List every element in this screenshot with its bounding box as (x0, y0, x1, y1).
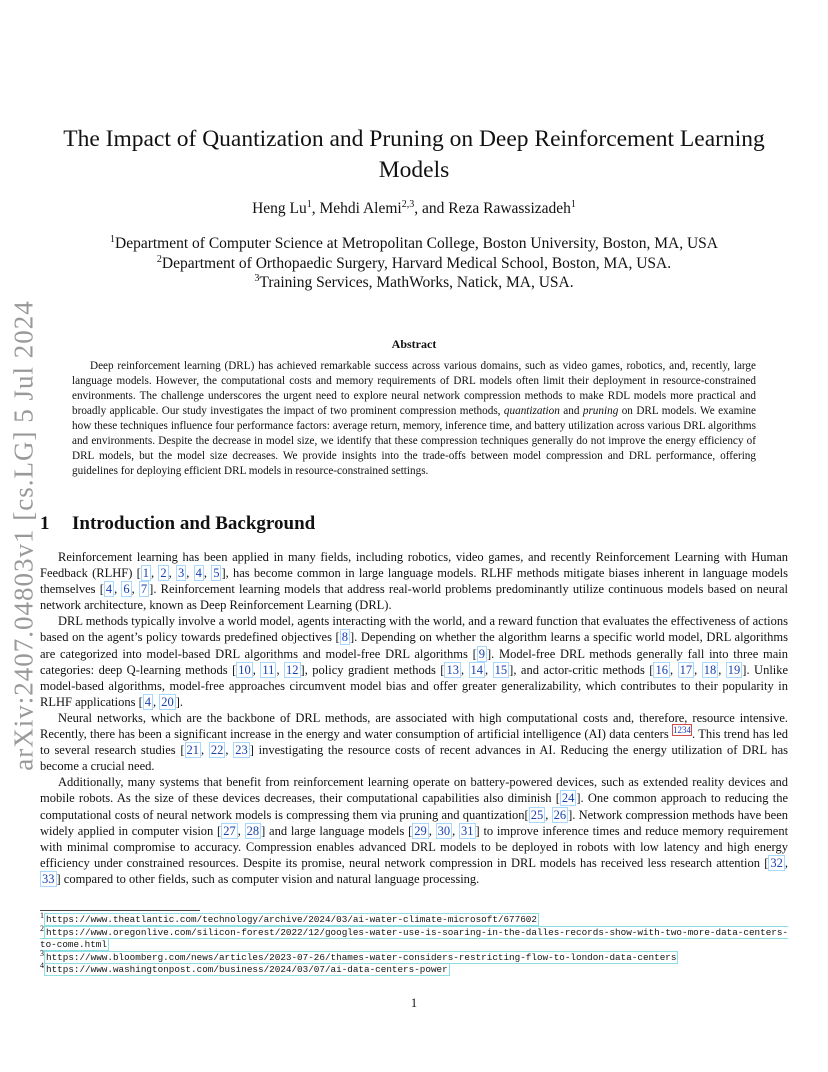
footnote-url-link[interactable]: https://www.washingtonpost.com/business/2024/03/07/ai-data-centers-power (46, 964, 448, 975)
body-paragraph (40, 710, 788, 774)
citation-link[interactable]: 18 (703, 662, 717, 677)
text-run: , (225, 743, 234, 758)
text-run: ]. Network compression methods have been widely applied in computer vision [ (40, 807, 788, 838)
text-run: ] and large language models [ (261, 823, 413, 838)
citation-link[interactable]: 17 (679, 662, 693, 677)
author: Mehdi Alemi$^{2,3}$, and (319, 198, 449, 217)
text-run: ]. Depending on whether the algorithm learns a specific world model, DRL algorithms are categorized into model-based DRL algorithms and model-free DRL algorithms [ (40, 630, 788, 661)
footnote (40, 910, 792, 927)
text-run: , (485, 662, 493, 677)
citation-link[interactable]: 30 (437, 823, 451, 838)
body-text (40, 549, 788, 887)
footnote-ref-link[interactable]: 1234 (673, 724, 692, 735)
footnote-url-link[interactable]: https://www.oregonlive.com/silicon-forest/2022/12/googles-water-use-is-soaring-in-the-dalles-records-show-with-two-more-data-centers-to-come.html (40, 926, 789, 950)
text-run: ]. (175, 694, 184, 709)
text-run: ], and actor-critic methods [ (509, 662, 654, 677)
body-paragraph (40, 613, 788, 710)
citation-link[interactable]: 28 (246, 823, 260, 838)
text-run: , (203, 566, 212, 581)
text-run: ] to improve inference times and reduce memory requirement with minimal compromise to accuracy. Compression enables advanced DRL models to be deployed in robots with low latency and high energy efficiency under constrained resources. Despite its promise, neural network compression in DRL models has received less research attention [ (40, 823, 789, 870)
citation-link[interactable]: 20 (161, 694, 174, 709)
text-run: ] compared to other fields, such as computer vision and natural language processing. (56, 871, 480, 886)
citation-link[interactable]: 9 (478, 646, 485, 661)
text-run: ], policy gradient methods [ (300, 662, 445, 677)
text-run: ] investigating the resource costs of recent advances in AI. Reducing the energy utilization of DRL has become a crucial need. (40, 743, 789, 774)
footnote-url-link[interactable]: https://www.bloomberg.com/news/articles/2023-07-26/thames-water-considers-restricting-flow-to-london-data-centers (46, 951, 677, 963)
citation-link[interactable]: 13 (446, 662, 459, 677)
author: Reza Rawassizadeh$^1$ (448, 198, 576, 217)
text-run: , (428, 823, 436, 838)
citation-link[interactable]: 2 (160, 566, 167, 581)
footnote-mark: 2 (40, 923, 44, 933)
footnote (40, 923, 792, 952)
text-run: , (452, 823, 460, 838)
text-run: . This trend has led to several research studies [ (40, 727, 788, 758)
citation-link[interactable]: 6 (123, 582, 130, 597)
citation-link[interactable]: 29 (414, 823, 427, 838)
section-title: Introduction and Background (72, 513, 316, 534)
citation-link[interactable]: 31 (461, 823, 474, 838)
text-run: Additionally, many systems that benefit from reinforcement learning operate on battery-powered devices, such as extended reality devices and mobile robots. As the size of these devices decreases, their computational capabilities also diminish [ (40, 775, 788, 806)
citation-link[interactable]: 15 (494, 662, 508, 677)
text-run: , (151, 566, 159, 581)
citation-link[interactable]: 12 (286, 662, 299, 677)
text-run: , (694, 662, 702, 677)
text-run: , (718, 662, 726, 677)
text-run: , (784, 855, 788, 870)
text-run: , (460, 662, 469, 677)
citation-link[interactable]: 4 (105, 582, 113, 597)
citation-link[interactable]: 27 (223, 823, 236, 838)
text-run: ]. Reinforcement learning models that address real-world problems predominantly utilize continuous models based on neural network architecture, known as Deep Reinforcement Learning (DRL). (40, 582, 789, 613)
section-heading (40, 513, 315, 535)
text-run: , (131, 582, 139, 597)
arxiv-id-text: arXiv:2407.04803v1 [cs.LG] 5 Jul 2024 (8, 299, 39, 771)
affiliation-list (40, 234, 788, 293)
affiliation: $^2$Department of Orthopaedic Surgery, Harvard Medical School, Boston, MA, USA. (156, 253, 672, 272)
citation-link[interactable]: 4 (195, 566, 202, 581)
footnote (40, 960, 792, 977)
footnote-url-link[interactable]: https://www.theatlantic.com/technology/archive/2024/03/ai-water-climate-microsoft/677602 (46, 914, 537, 925)
text-run: ], has become common in large language models. RLHF methods mitigate biases inherent in language models themselves [ (40, 566, 789, 597)
citation-link[interactable]: 11 (262, 662, 275, 677)
citation-link[interactable]: 5 (213, 566, 220, 581)
section-number: 1 (40, 513, 50, 534)
citation-link[interactable]: 33 (42, 871, 55, 886)
text-run: ]. One common approach to reducing the computational costs of neural network models is compressing them via pruning and quantization[ (40, 791, 789, 822)
text-run: DRL methods typically involve a world model, agents interacting with the world, and a reward function that evaluates the effectiveness of actions based on the agent’s policy towards predefined objectives [ (40, 614, 788, 645)
affiliation: $^1$Department of Computer Science at Metropolitan College, Boston University, Boston, MA, USA (110, 233, 718, 252)
citation-link[interactable]: 10 (238, 662, 251, 677)
citation-link[interactable]: 8 (341, 630, 348, 645)
paper-title: The Impact of Quantization and Pruning on Deep Reinforcement Learning Models (63, 126, 765, 183)
citation-link[interactable]: 24 (561, 791, 575, 806)
citation-link[interactable]: 4 (144, 694, 152, 709)
footnotes (40, 910, 792, 977)
citation-link[interactable]: 3 (178, 566, 185, 581)
text-run: Neural networks, which are the backbone of DRL methods, are associated with high computational costs and, therefore, resource intensive. Recently, there has been a significant increase in the energy and water consumption of artificial intelligence (AI) data centers (40, 710, 788, 742)
text-run: , (276, 662, 285, 677)
text-run: , (114, 582, 122, 597)
footnote-divider (40, 910, 200, 911)
abstract-text: Deep reinforcement learning (DRL) has achieved remarkable success across various domains, such as video games, robotics, and, recently, large language models. However, the computational costs and memory requirements of DRL models often limit their deployment in resource-constrained environments. The challenge underscores the urgent need to explore neural network compression methods to make RDL models more practical and broadly applicable. Our study investigates the impact of two prominent compression methods, quantization and pruning on DRL models. We examine how these techniques influence four performance factors: average return, memory, inference time, and battery utilization across various DRL algorithms and environments. Despite the decrease in model size, we identify that these compression techniques generally do not improve the energy efficiency of DRL models, but the model size decreases. We provide insights into the trade-offs between model compression and DRL performance, offering guidelines for deploying efficient DRL models in resource-constrained settings. (72, 360, 756, 477)
citation-link[interactable]: 19 (727, 662, 741, 677)
body-paragraph (40, 549, 788, 613)
text-run: , (201, 743, 209, 758)
text-run: , (186, 566, 194, 581)
abstract-heading: Abstract (391, 337, 437, 351)
text-run: Reinforcement learning has been applied in many fields, including robotics, video games, and recently Reinforcement Learning with Human Feedback (RLHF) [ (40, 550, 788, 581)
citation-link[interactable]: 1 (142, 566, 150, 581)
author: Heng Lu$^1$, (252, 198, 320, 217)
citation-link[interactable]: 16 (655, 662, 668, 677)
affiliation: $^3$Training Services, MathWorks, Natick, MA, USA. (254, 272, 574, 291)
text-run: , (545, 807, 552, 822)
citation-link[interactable]: 32 (770, 855, 783, 870)
author-list (40, 200, 788, 218)
body-paragraph (40, 774, 788, 887)
footnote-mark: 3 (40, 948, 44, 958)
text-run: ]. Model-free DRL methods generally fall into three main categories: deep Q-learning methods [ (40, 646, 789, 677)
footnote-mark: 4 (40, 960, 44, 970)
text-run: , (153, 694, 160, 709)
citation-link[interactable]: 25 (530, 807, 544, 822)
footnote-mark: 1 (40, 910, 44, 920)
text-run: , (669, 662, 678, 677)
page-number: 1 (410, 996, 418, 1010)
citation-link[interactable]: 7 (140, 582, 148, 597)
text-run: ]. Unlike model-based algorithms, model-free approaches circumvent model bias and offer greater generalizability, which contributes to their popularity in RLHF applications [ (40, 662, 789, 709)
citation-link[interactable]: 14 (470, 662, 484, 677)
citation-link[interactable]: 21 (186, 743, 200, 758)
text-run: , (237, 823, 245, 838)
citation-link[interactable]: 22 (210, 743, 224, 758)
citation-link[interactable]: 26 (553, 807, 567, 822)
citation-link[interactable]: 23 (235, 743, 248, 758)
text-run: , (168, 566, 177, 581)
text-run: , (252, 662, 261, 677)
